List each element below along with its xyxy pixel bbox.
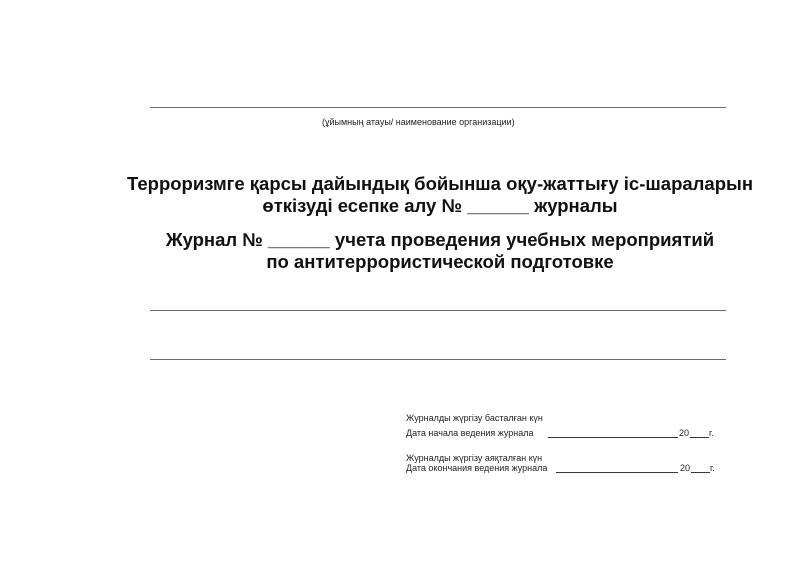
- organization-name-caption: (ұйымның атауы/ наименование организации): [322, 117, 515, 127]
- start-date-day-month-field[interactable]: [548, 437, 678, 438]
- end-date-year-field[interactable]: [691, 472, 710, 473]
- start-date-year-prefix: 20: [679, 428, 690, 438]
- title-kazakh-line-1: Терроризмге қарсы дайындық бойынша оқу-жаттығу іс-шараларын: [126, 173, 753, 194]
- end-date-year-suffix: г.: [710, 463, 715, 473]
- start-date-label-russian: Дата начала ведения журнала: [406, 428, 534, 438]
- end-date-label-russian: Дата окончания ведения журнала: [406, 463, 548, 473]
- blank-line-1: [150, 310, 726, 311]
- title-kazakh-line-2: өткізуді есепке алу № ______ журналы: [262, 195, 618, 216]
- end-date-year-prefix: 20: [680, 463, 691, 473]
- end-date-day-month-field[interactable]: [556, 472, 678, 473]
- start-date-year-field[interactable]: [690, 437, 709, 438]
- start-date-label-kazakh: Журналды жүргізу басталған күн: [406, 413, 543, 423]
- organization-name-line: [150, 107, 726, 108]
- blank-line-2: [150, 359, 726, 360]
- title-russian-line-1: Журнал № ______ учета проведения учебных мероприятий: [165, 229, 715, 250]
- end-date-label-kazakh: Журналды жүргізу аяқталған күн: [406, 453, 543, 463]
- title-russian-line-2: по антитеррористической подготовке: [266, 251, 614, 272]
- start-date-year-suffix: г.: [709, 428, 714, 438]
